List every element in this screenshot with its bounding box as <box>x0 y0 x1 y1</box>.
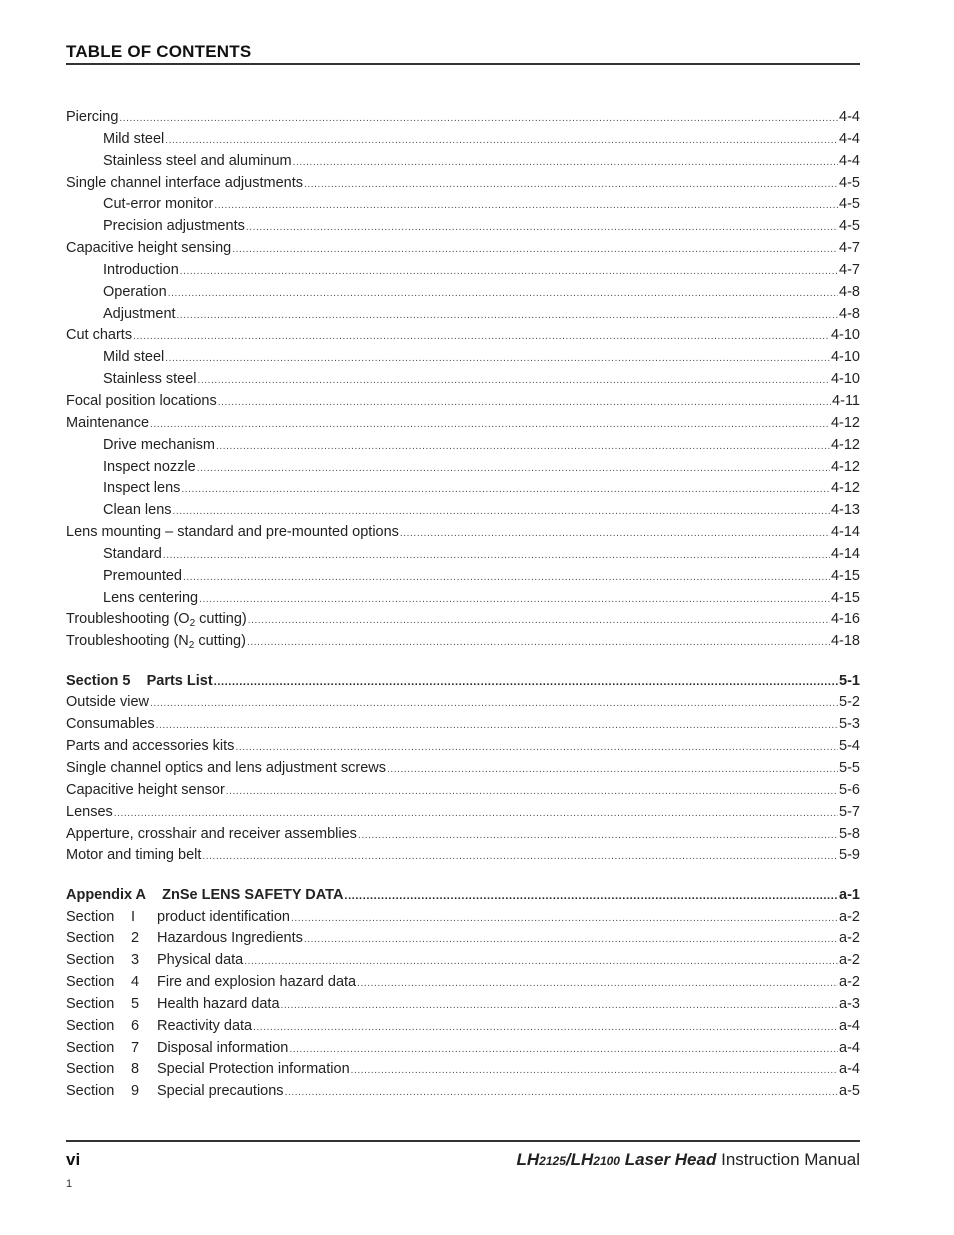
toc-heading-title: Parts List <box>146 672 213 689</box>
footer-document-title <box>517 1150 861 1170</box>
dot-leader <box>226 780 838 803</box>
toc-heading-section-5[interactable] <box>66 671 860 693</box>
toc-entry[interactable] <box>66 609 860 631</box>
page-title: TABLE OF CONTENTS <box>66 42 252 61</box>
toc-entry-title: Lens centering <box>103 589 199 606</box>
toc-page-number: 5-8 <box>839 825 860 842</box>
toc-entry-title: Stainless steel <box>103 371 197 388</box>
dot-leader <box>114 802 838 825</box>
dot-leader <box>156 714 838 737</box>
toc-entry-title: Inspect lens <box>103 480 181 497</box>
toc-entry-title: Section 8 Special Protection information <box>66 1059 350 1081</box>
toc-appendix-entry[interactable] <box>66 1016 860 1038</box>
toc-page-number: 5-9 <box>839 847 860 864</box>
toc-page-number: 4-16 <box>830 611 860 628</box>
toc-entry[interactable] <box>66 478 860 500</box>
toc-appendix-entry[interactable] <box>66 972 860 994</box>
dot-leader <box>253 1016 838 1039</box>
toc-page-number: 4-12 <box>830 414 860 431</box>
toc-entry-title: Consumables <box>66 716 155 733</box>
toc-page-number: a-4 <box>839 1061 860 1078</box>
dot-leader <box>202 845 838 868</box>
toc-entry-title: Section 6 Reactivity data <box>66 1016 252 1038</box>
toc-entry[interactable] <box>66 325 860 347</box>
toc-page-number: 4-8 <box>839 305 860 322</box>
dot-leader <box>173 500 830 523</box>
toc-entry-title: Section 4 Fire and explosion hazard data <box>66 972 356 994</box>
toc-entry[interactable] <box>66 758 860 780</box>
footer-model-name: LH2125/LH2100 Laser Head <box>516 1150 717 1169</box>
toc-entry-title: Precision adjustments <box>103 218 245 235</box>
toc-page-number: 4-14 <box>830 545 860 562</box>
toc-entry[interactable] <box>66 824 860 846</box>
toc-entry[interactable] <box>66 107 860 129</box>
toc-entry[interactable] <box>66 522 860 544</box>
dot-leader <box>358 824 838 847</box>
toc-entry[interactable] <box>66 736 860 758</box>
dot-leader <box>150 413 830 436</box>
toc-entry-title: Premounted <box>103 567 182 584</box>
toc-entry-title: Standard <box>103 545 162 562</box>
toc-page-number: a-4 <box>839 1039 860 1056</box>
toc-page-number: 4-10 <box>830 371 860 388</box>
toc-page-number: a-3 <box>839 995 860 1012</box>
toc-entry-title: Lens mounting – standard and pre-mounted options <box>66 524 399 541</box>
toc-page-number: a-2 <box>839 974 860 991</box>
toc-entry-title: Motor and timing belt <box>66 847 202 864</box>
dot-leader <box>344 885 838 908</box>
toc-entry-title: Outside view <box>66 694 150 711</box>
dot-leader <box>387 758 838 781</box>
dot-leader <box>214 194 838 217</box>
toc-entry-title: Single channel optics and lens adjustment screws <box>66 759 386 776</box>
toc-page-number: 5-4 <box>839 738 860 755</box>
toc-appendix-entry[interactable] <box>66 1038 860 1060</box>
toc-page-number: 4-5 <box>839 174 860 191</box>
toc-entry-title: Section 5 Health hazard data <box>66 994 280 1016</box>
dot-leader <box>285 1081 838 1104</box>
toc-heading-title: ZnSe LENS SAFETY DATA <box>162 886 344 903</box>
toc-page-number: 5-6 <box>839 781 860 798</box>
toc-entry-title: Cut-error monitor <box>103 196 214 213</box>
toc-entry-title: Stainless steel and aluminum <box>103 152 292 169</box>
toc-page-number: a-2 <box>839 930 860 947</box>
toc-entry[interactable] <box>66 369 860 391</box>
toc-entry[interactable] <box>66 238 860 260</box>
toc-entry-title: Single channel interface adjustments <box>66 174 303 191</box>
toc-appendix-entry[interactable] <box>66 928 860 950</box>
toc-entry[interactable] <box>66 780 860 802</box>
toc-page-number: 5-1 <box>839 672 860 689</box>
footer-page-number: vi <box>66 1150 81 1169</box>
footer-rule <box>66 1140 860 1142</box>
toc-entry-title: Parts and accessories kits <box>66 738 235 755</box>
toc-entry-section-number: 8 <box>131 1061 140 1078</box>
toc-entry-title: Section 9 Special precautions <box>66 1081 284 1103</box>
toc-entry-title: Troubleshooting ($N_2$ cutting) <box>66 633 246 652</box>
toc-page-number: a-2 <box>839 908 860 925</box>
toc-entry-title: Apperture, crosshair and receiver assemblies <box>66 825 357 842</box>
dot-leader <box>357 972 838 995</box>
dot-leader <box>218 391 831 414</box>
toc-entry-title: Focal position locations <box>66 392 217 409</box>
toc-entry[interactable] <box>66 304 860 326</box>
footer-doc-type: Instruction Manual <box>721 1150 860 1169</box>
toc-entry-title: Adjustment <box>103 305 176 322</box>
dot-leader <box>244 950 838 973</box>
dot-leader <box>183 566 830 589</box>
toc-entry-section-number: 7 <box>131 1039 140 1056</box>
toc-page-number: 4-7 <box>839 240 860 257</box>
toc-entry[interactable] <box>66 151 860 173</box>
dot-leader <box>304 928 838 951</box>
toc-page-number: 4-11 <box>832 392 860 409</box>
dot-leader <box>199 588 830 611</box>
toc-entry[interactable] <box>66 282 860 304</box>
dot-leader <box>235 736 838 759</box>
toc-appendix-entry[interactable] <box>66 1081 860 1103</box>
toc-entry[interactable] <box>66 216 860 238</box>
toc-section-5-entries <box>66 692 860 867</box>
dot-leader <box>163 544 830 567</box>
toc-entry-section-label: Section <box>66 952 115 969</box>
dot-leader <box>293 151 838 174</box>
dot-leader <box>281 994 839 1017</box>
toc-entry[interactable] <box>66 802 860 824</box>
toc-page-number: 4-4 <box>839 152 860 169</box>
toc-appendix-a-entries <box>66 907 860 1104</box>
toc-entry-title: Section I product identification <box>66 907 290 929</box>
toc-page-number: a-5 <box>839 1083 860 1100</box>
toc-entry-section-number: 2 <box>131 930 140 947</box>
toc-entry[interactable] <box>66 544 860 566</box>
subscript: 2 <box>188 640 195 652</box>
toc-entry-section-label: Section <box>66 908 115 925</box>
toc-heading-appendix-a[interactable] <box>66 885 860 907</box>
subscript: 2 <box>189 618 196 630</box>
dot-leader <box>246 216 838 239</box>
toc-entry-section-label: Section <box>66 974 115 991</box>
toc-entry-title: Clean lens <box>103 502 172 519</box>
toc-entry-section-number: 5 <box>131 995 140 1012</box>
dot-leader <box>133 325 830 348</box>
toc-page-number: a-4 <box>839 1017 860 1034</box>
toc-page-number: 4-10 <box>830 327 860 344</box>
toc-heading-label: Appendix A <box>66 886 147 903</box>
toc-entry-section-label: Section <box>66 1083 115 1100</box>
toc-entry-title: Lenses <box>66 803 113 820</box>
dot-leader <box>180 260 838 283</box>
toc-appendix-entry[interactable] <box>66 1059 860 1081</box>
table-of-contents <box>66 107 860 1103</box>
toc-entry[interactable] <box>66 588 860 610</box>
toc-page-number: 4-12 <box>830 480 860 497</box>
toc-page-number: 5-3 <box>839 716 860 733</box>
toc-entry-title: Section 3 Physical data <box>66 950 243 972</box>
toc-page-number: 4-15 <box>830 567 860 584</box>
dot-leader <box>248 609 830 632</box>
toc-entry[interactable] <box>66 631 860 653</box>
toc-page-number: 4-8 <box>839 283 860 300</box>
toc-page-number: 4-13 <box>830 502 860 519</box>
toc-entry-title: Inspect nozzle <box>103 458 196 475</box>
toc-entry-section-label: Section <box>66 1017 115 1034</box>
toc-entry-section-label: Section <box>66 930 115 947</box>
toc-page-number: 4-5 <box>839 218 860 235</box>
toc-entry-section-number: 9 <box>131 1083 140 1100</box>
footer-revision: 1 <box>66 1178 73 1190</box>
toc-entry-section-number: 6 <box>131 1017 140 1034</box>
dot-leader <box>304 173 838 196</box>
dot-leader <box>198 369 830 392</box>
toc-appendix-entry[interactable] <box>66 907 860 929</box>
toc-page-number: 4-7 <box>839 261 860 278</box>
dot-leader <box>165 129 838 152</box>
toc-entry-title: Mild steel <box>103 130 165 147</box>
toc-entry-title: Capacitive height sensor <box>66 781 225 798</box>
toc-page-number: 5-7 <box>839 803 860 820</box>
toc-page-number: 4-12 <box>830 436 860 453</box>
dot-leader <box>289 1038 838 1061</box>
toc-entry-section-label: Section <box>66 1061 115 1078</box>
toc-page-number: 4-4 <box>839 109 860 125</box>
toc-section-4-entries <box>66 107 860 653</box>
toc-entry[interactable] <box>66 457 860 479</box>
toc-entry[interactable] <box>66 260 860 282</box>
toc-page-number: 4-5 <box>839 196 860 213</box>
dot-leader <box>150 692 838 715</box>
dot-leader <box>216 435 830 458</box>
dot-leader <box>119 107 838 130</box>
dot-leader <box>197 457 830 480</box>
toc-entry-title: Introduction <box>103 261 179 278</box>
toc-entry-title: Operation <box>103 283 167 300</box>
toc-page-number: 5-2 <box>839 694 860 711</box>
toc-entry[interactable] <box>66 173 860 195</box>
toc-entry-title: Section 7 Disposal information <box>66 1038 288 1060</box>
toc-entry-section-number: 4 <box>131 974 140 991</box>
dot-leader <box>232 238 838 261</box>
dot-leader <box>351 1059 838 1082</box>
toc-entry-section-label: Section <box>66 995 115 1012</box>
toc-entry[interactable] <box>66 500 860 522</box>
toc-appendix-entry[interactable] <box>66 994 860 1016</box>
toc-entry-section-number: 3 <box>131 952 140 969</box>
dot-leader <box>168 282 838 305</box>
toc-page-number: 4-14 <box>830 524 860 541</box>
toc-page-number: 4-4 <box>839 130 860 147</box>
toc-entry-title: Maintenance <box>66 414 150 431</box>
toc-entry-title: Capacitive height sensing <box>66 240 232 257</box>
toc-entry-title: Section 2 Hazardous Ingredients <box>66 928 303 950</box>
dot-leader <box>181 478 830 501</box>
toc-page-number: 4-15 <box>830 589 860 606</box>
dot-leader <box>247 631 830 654</box>
dot-leader <box>177 304 838 327</box>
toc-entry-title: Troubleshooting ($O_2$ cutting) <box>66 611 247 630</box>
toc-entry[interactable] <box>66 435 860 457</box>
toc-entry-section-label: Section <box>66 1039 115 1056</box>
toc-page-number: a-2 <box>839 952 860 969</box>
toc-page-number: 4-10 <box>830 349 860 366</box>
dot-leader <box>291 907 838 930</box>
toc-entry-title: Piercing <box>66 109 119 125</box>
toc-page-number: 4-18 <box>830 633 860 650</box>
toc-entry[interactable] <box>66 692 860 714</box>
toc-entry[interactable] <box>66 714 860 736</box>
toc-entry[interactable] <box>66 391 860 413</box>
header-rule <box>66 63 860 65</box>
toc-entry-title: Drive mechanism <box>103 436 215 453</box>
toc-entry[interactable] <box>66 413 860 435</box>
toc-entry-section-number: I <box>131 908 136 925</box>
toc-appendix-entry[interactable] <box>66 950 860 972</box>
toc-entry[interactable] <box>66 194 860 216</box>
toc-entry-title: Mild steel <box>103 349 165 366</box>
toc-entry-title: Cut charts <box>66 327 133 344</box>
dot-leader <box>214 671 838 694</box>
toc-page-number: a-1 <box>839 886 860 903</box>
dot-leader <box>165 347 830 370</box>
toc-entry[interactable] <box>66 129 860 151</box>
toc-entry[interactable] <box>66 566 860 588</box>
toc-page-number: 5-5 <box>839 759 860 776</box>
toc-page-number: 4-12 <box>830 458 860 475</box>
toc-entry[interactable] <box>66 845 860 867</box>
dot-leader <box>400 522 830 545</box>
toc-heading-label: Section 5 <box>66 672 131 689</box>
toc-entry[interactable] <box>66 347 860 369</box>
